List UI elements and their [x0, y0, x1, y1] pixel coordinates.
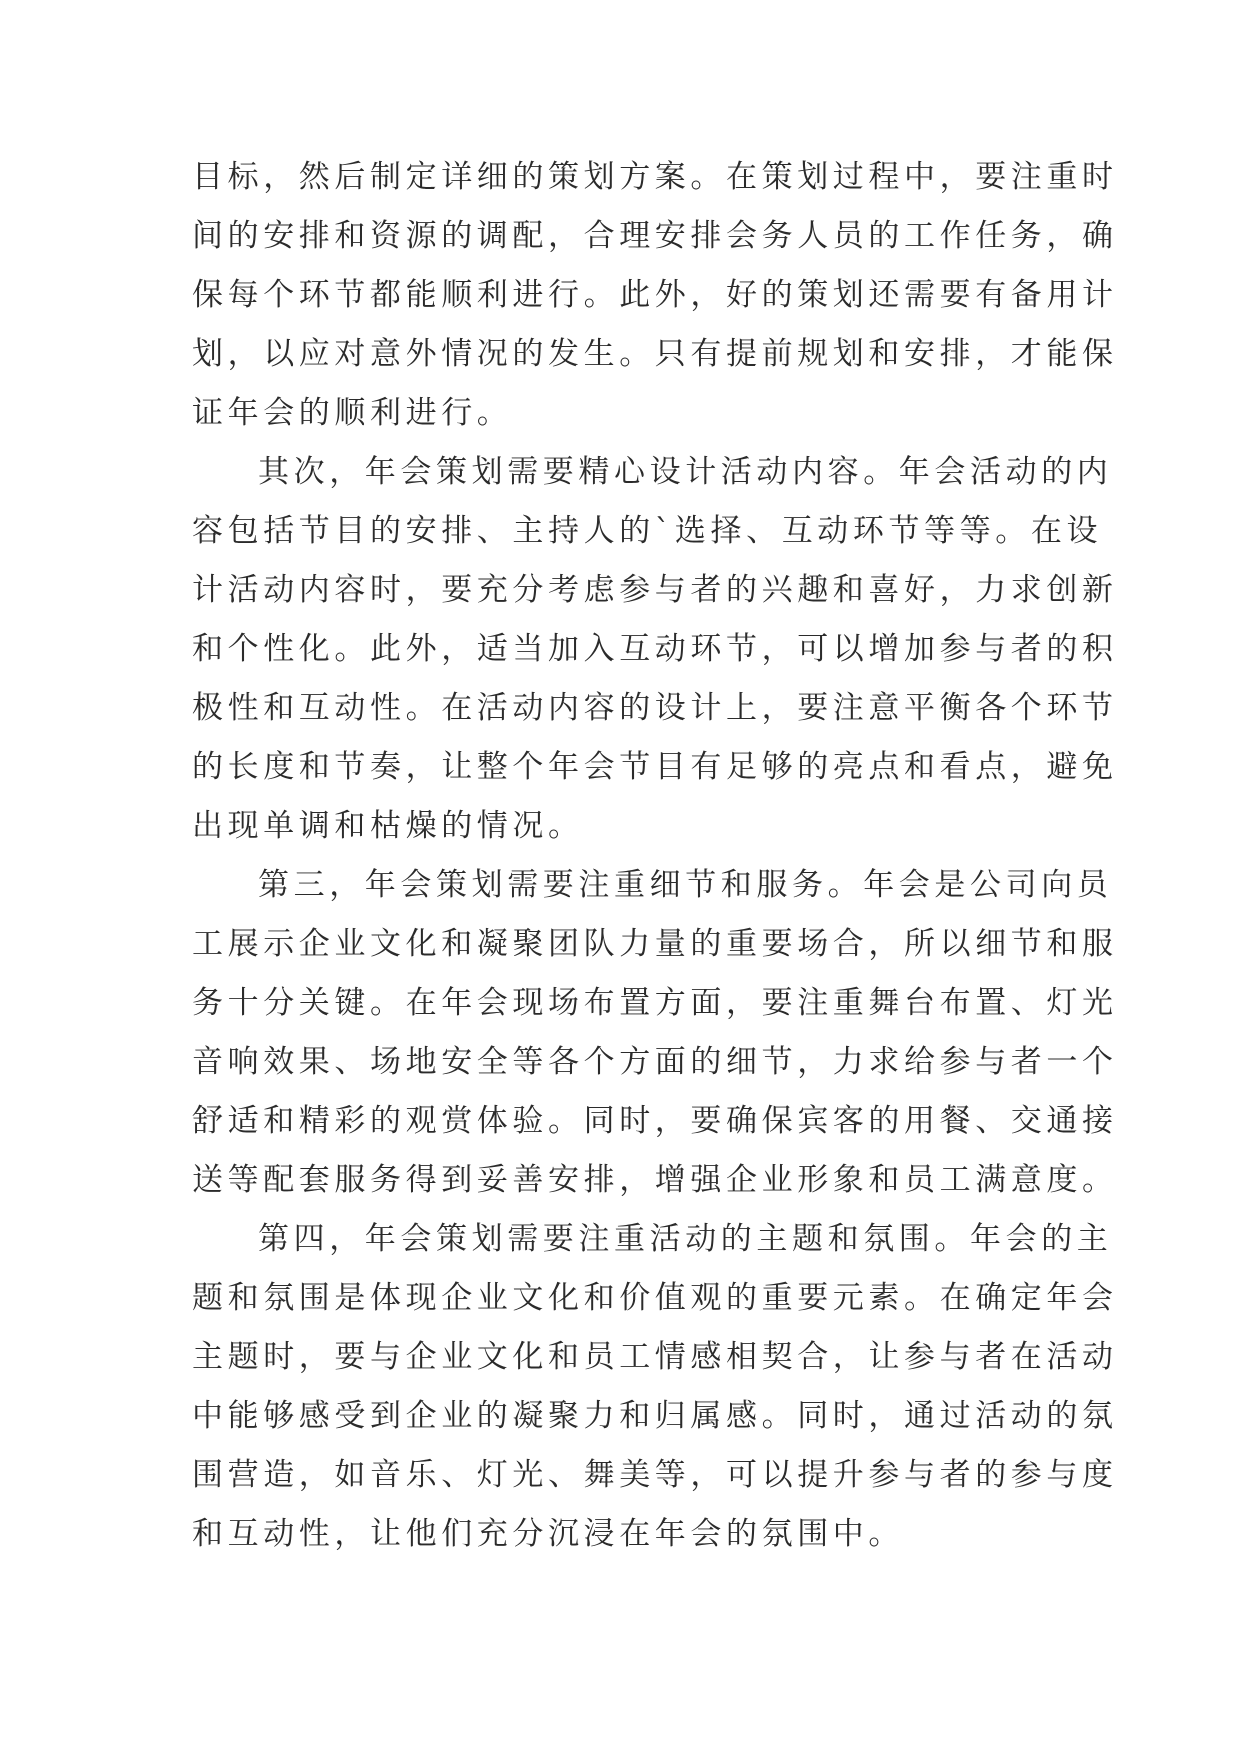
text-line: 容包括节目的安排、主持人的`选择、互动环节等等。在设 — [192, 513, 1103, 549]
body-text — [192, 148, 1118, 1564]
text-line: 划，以应对意外情况的发生。只有提前规划和安排，才能保 — [192, 336, 1118, 372]
paragraph-start-line: 第四，年会策划需要注重活动的主题和氛围。年会的主 — [258, 1221, 1113, 1257]
paragraph-start-line: 其次，年会策划需要精心设计活动内容。年会活动的内 — [258, 454, 1113, 490]
text-line: 和互动性，让他们充分沉浸在年会的氛围中。 — [192, 1516, 904, 1552]
text-line: 证年会的顺利进行。 — [192, 395, 513, 431]
text-line: 保每个环节都能顺利进行。此外，好的策划还需要有备用计 — [192, 277, 1118, 313]
text-line: 计活动内容时，要充分考虑参与者的兴趣和喜好，力求创新 — [192, 572, 1118, 608]
text-line: 音响效果、场地安全等各个方面的细节，力求给参与者一个 — [192, 1044, 1118, 1080]
text-line: 的长度和节奏，让整个年会节目有足够的亮点和看点，避免 — [192, 749, 1118, 785]
text-line: 目标，然后制定详细的策划方案。在策划过程中，要注重时 — [192, 159, 1118, 195]
text-line: 送等配套服务得到妥善安排，增强企业形象和员工满意度。 — [192, 1162, 1118, 1198]
text-line: 中能够感受到企业的凝聚力和归属感。同时，通过活动的氛 — [192, 1398, 1118, 1434]
text-line: 出现单调和枯燥的情况。 — [192, 808, 584, 844]
text-line: 舒适和精彩的观赏体验。同时，要确保宾客的用餐、交通接 — [192, 1103, 1118, 1139]
text-line: 极性和互动性。在活动内容的设计上，要注意平衡各个环节 — [192, 690, 1118, 726]
paragraph-start-line: 第三，年会策划需要注重细节和服务。年会是公司向员 — [258, 867, 1113, 903]
text-line: 和个性化。此外，适当加入互动环节，可以增加参与者的积 — [192, 631, 1118, 667]
text-line: 务十分关键。在年会现场布置方面，要注重舞台布置、灯光 — [192, 985, 1118, 1021]
text-line: 围营造，如音乐、灯光、舞美等，可以提升参与者的参与度 — [192, 1457, 1118, 1493]
text-line: 间的安排和资源的调配，合理安排会务人员的工作任务，确 — [192, 218, 1118, 254]
text-line: 工展示企业文化和凝聚团队力量的重要场合，所以细节和服 — [192, 926, 1118, 962]
text-line: 题和氛围是体现企业文化和价值观的重要元素。在确定年会 — [192, 1280, 1118, 1316]
text-line: 主题时，要与企业文化和员工情感相契合，让参与者在活动 — [192, 1339, 1118, 1375]
